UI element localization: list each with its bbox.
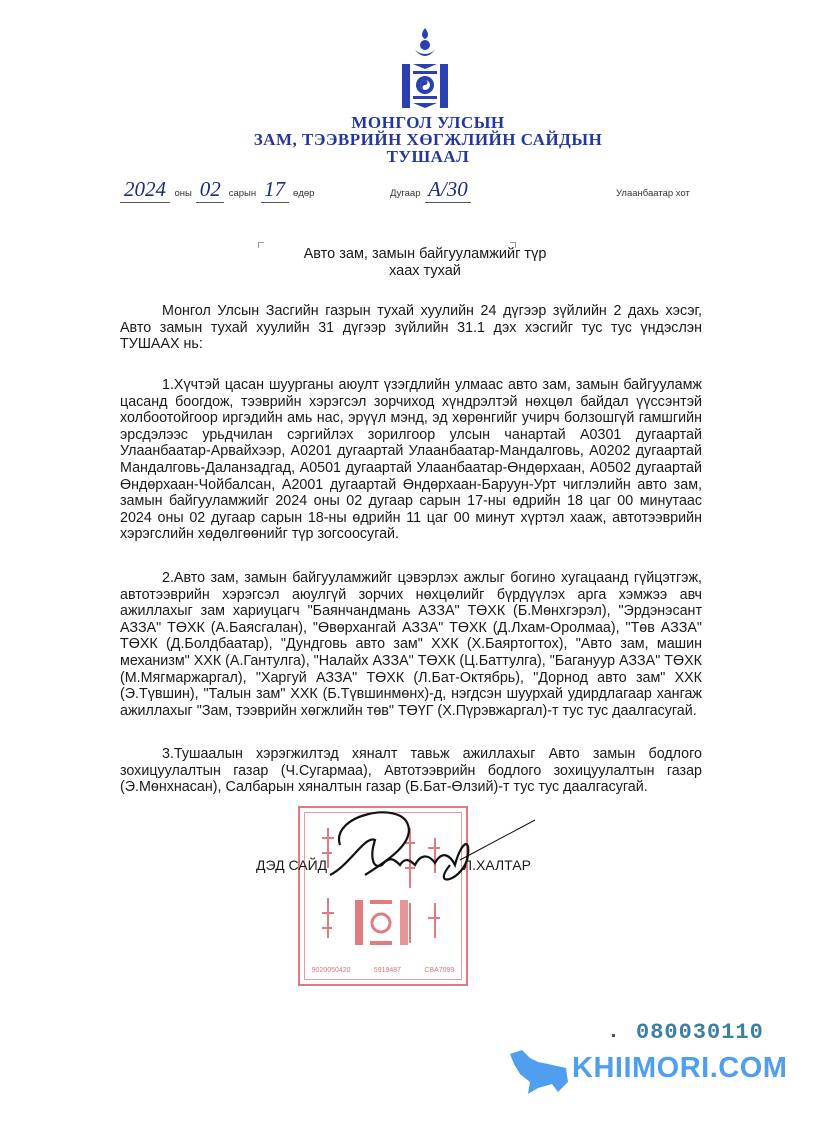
order-number: А/30 — [425, 177, 471, 203]
signer-title: ДЭД САЙД — [256, 857, 328, 873]
signer-name: Л.ХАЛТАР — [462, 857, 531, 873]
watermark-text: KHIIMORI.COM — [572, 1052, 788, 1084]
date-day: 17 — [261, 177, 289, 203]
stamp-number-1: 9020050420 — [311, 967, 351, 974]
item-2-text: 2.Авто зам, замын байгууламжийг цэвэрлэх ажлыг богино хугацаанд гүйцэтгэж, автотээврийн хэрэгсэл аюулгүй зорчих нөхцөлийг бүрдүүлэх арга хэмжээ авч ажиллахыг зам хариуцагч "Баянчандмань АЗЗА" ТӨХК (Б.Мөнхгэрэл), "Эрдэнэсант АЗЗА" ТӨХК (А.Баясгалан), "Өвөрхангай АЗЗА" ТӨХК (Д.Лхам-Оролмаа), "Төв АЗЗА" ТӨХК (Д.Болдбаатар), "Дундговь авто зам" ХХК (Х.Баяртогтох), "Авто зам, машин механизм" ХХК (А.Гантулга), "Налайх АЗЗА" ТӨХК (Ц.Баттулга), "Багануур АЗЗА" ТӨХК (М.Мягмаржаргал), "Харгуй АЗЗА" ТӨХК (Л.Бат-Октябрь), "Дорнод авто зам" ХХК (Э.Түвшин), "Талын зам" ХХК (Б.Түвшинмөнх)-д, нэгдсэн шуурхай удирдлагаар хангаж ажиллахыг "Зам, тээврийн хөгжлийн төв" ТӨҮГ (Х.Пүрэвжаргал)-т тус тус даалгасугай. — [120, 570, 702, 719]
org-line-1: МОНГОЛ УЛСЫН — [351, 113, 505, 132]
day-suffix: өдөр — [293, 188, 315, 199]
year-suffix: оны — [174, 188, 192, 199]
date-month: 02 — [196, 177, 224, 203]
number-label: Дугаар — [390, 188, 421, 199]
serial-dot — [612, 1034, 615, 1037]
serial-number: 080030110 — [636, 1020, 764, 1045]
soyombo-emblem-icon — [400, 28, 450, 110]
document-type: ТУШААЛ — [386, 147, 470, 166]
item-3-text: 3.Тушаалын хэрэгжилтэд хяналт тавьж ажиллахыг Авто замын бодлого зохицуулалтын газар (Ч.Сугармаа), Автотээврийн бодлого зохицуулалтын газар (Э.Мөнхнасан), Салбарын хяналтын газар (Б.Бат-Өлзий)-т тус тус даалгасугай. — [120, 746, 702, 796]
subject-line-1: Авто зам, замын байгууламжийг түр — [303, 246, 547, 262]
item-1-paragraph — [120, 377, 702, 543]
handwritten-signature — [310, 805, 540, 895]
stamp-number-3: CBA7099 — [424, 967, 455, 974]
stamp-number-2: 5919487 — [373, 967, 402, 974]
date-field — [120, 177, 314, 203]
preamble-paragraph — [120, 303, 702, 353]
preamble-text: Монгол Улсын Засгийн газрын тухай хуулийн 24 дүгээр зүйлийн 2 дахь хэсэг, Авто замын тухай хуулийн 31 дүгээр зүйлийн 31.1 дэх хэсгийг тус тус үндэслэн ТУШААХ нь: — [120, 303, 702, 353]
place: Улаанбаатар хот — [616, 188, 690, 199]
subject-line-2: хаах тухай — [389, 263, 461, 279]
month-suffix: сарын — [228, 188, 257, 199]
item-3-paragraph — [120, 746, 702, 796]
order-number-field — [390, 177, 471, 203]
item-1-text: 1.Хүчтэй цасан шуурганы аюулт үзэгдлийн улмаас авто зам, замын байгууламж цасанд боогдож, тээврийн хэрэгсэл зорчиход хүндрэлтэй нөхцөл байдал үүссэнтэй холбоотойгоор иргэдийн амь нас, эрүүл мэнд, эд хөрөнгийг учирч болзошгүй гамшгийн эрсдэлээс урьдчилан сэргийлэх зорилгоор улсын чанартай А0301 дугаартай Улаанбаатар-Арвайхээр, А0201 дугаартай Улаанбаатар-Мандалговь, А0202 дугаартай Мандалговь-Даланзадгад, А0501 дугаартай Улаанбаатар-Өндөрхаан, А0502 дугаартай Өндөрхаан-Чойбалсан, А2001 дугаартай Өндөрхаан-Баруун-Урт чиглэлийн авто зам, замын байгууламжийг 2024 оны 02 дугаар сарын 17-ны өдрийн 18 цаг 00 минутаас 2024 оны 02 дугаар сарын 18-ны өдрийн 11 цаг 00 минут хүртэл хааж, автотээврийн хэрэгслийн хөдөлгөөнийг түр зогсоосугай. — [120, 377, 702, 543]
item-2-paragraph — [120, 570, 702, 719]
org-line-2: ЗАМ, ТЭЭВРИЙН ХӨГЖЛИЙН САЙДЫН — [253, 130, 603, 149]
date-year: 2024 — [120, 177, 170, 203]
subject-title — [250, 246, 600, 280]
